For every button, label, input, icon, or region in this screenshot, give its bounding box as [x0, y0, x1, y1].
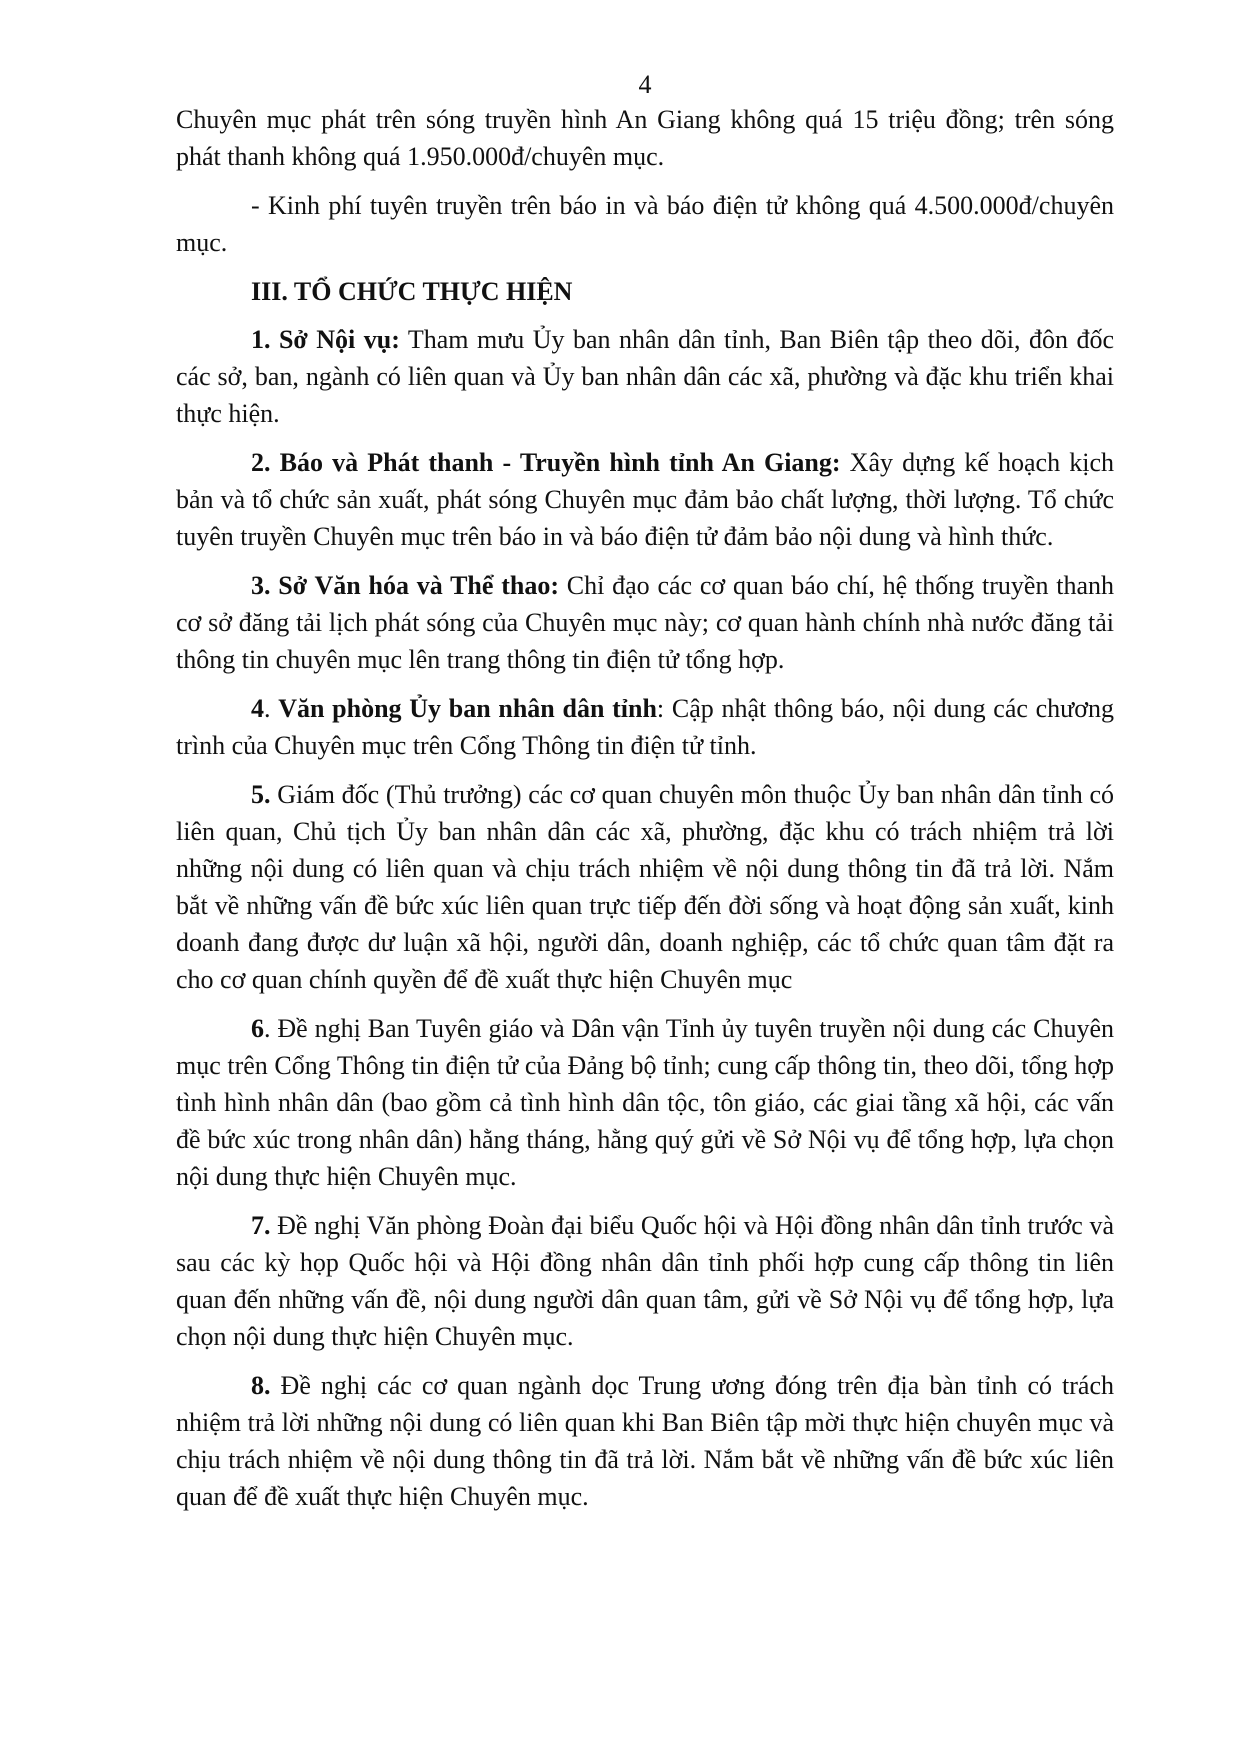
item-text: Đề nghị các cơ quan ngành dọc Trung ương đóng trên địa bàn tỉnh có trách nhiệm trả lời những nội dung có liên quan khi Ban Biên tập mời thực hiện chuyên mục và chịu trách nhiệm về nội dung thông tin đã trả lời. Nắm bắt về những vấn đề bức xúc liên quan để đề xuất thực hiện Chuyên mục. [176, 1371, 1114, 1511]
item-label: 5. [251, 780, 271, 809]
item-label: 2. Báo và Phát thanh - Truyền hình tỉnh An Giang: [251, 448, 841, 477]
section-heading: III. TỔ CHỨC THỰC HIỆN [251, 277, 573, 306]
item-label: 3. Sở Văn hóa và Thể thao: [251, 571, 559, 600]
list-item-7 [176, 1207, 1114, 1355]
list-item-5 [176, 776, 1114, 998]
list-item-3 [176, 567, 1114, 678]
item-label: 6 [251, 1014, 264, 1043]
paragraph-broadcast-budget: Chuyên mục phát trên sóng truyền hình An Giang không quá 15 triệu đồng; trên sóng phát thanh không quá 1.950.000đ/chuyên mục. [176, 105, 1114, 171]
item-text: Giám đốc (Thủ trưởng) các cơ quan chuyên môn thuộc Ủy ban nhân dân tỉnh có liên quan, Chủ tịch Ủy ban nhân dân các xã, phường, đặc khu có trách nhiệm trả lời những nội dung có liên quan và chịu trách nhiệm về nội dung thông tin đã trả lời. Nắm bắt về những vấn đề bức xúc liên quan trực tiếp đến đời sống và hoạt động sản xuất, kinh doanh đang được dư luận xã hội, người dân, doanh nghiệp, các tổ chức quan tâm đặt ra cho cơ quan chính quyền để đề xuất thực hiện Chuyên mục [176, 780, 1114, 994]
list-item-4 [176, 690, 1114, 764]
item-text: Xây dựng kế hoạch kịch bản và tổ chức sản xuất, phát sóng Chuyên mục đảm bảo chất lượng, thời lượng. Tổ chức tuyên truyền Chuyên mục trên báo in và báo điện tử đảm bảo nội dung và hình thức. [176, 448, 1114, 551]
item-text: Đề nghị Văn phòng Đoàn đại biểu Quốc hội và Hội đồng nhân dân tỉnh trước và sau các kỳ họp Quốc hội và Hội đồng nhân dân tỉnh phối hợp cung cấp thông tin liên quan đến những vấn đề, nội dung người dân quan tâm, gửi về Sở Nội vụ để tổng hợp, lựa chọn nội dung thực hiện Chuyên mục. [176, 1211, 1114, 1351]
list-item-8 [176, 1367, 1114, 1515]
document-page [176, 66, 1114, 1527]
item-label: 8. [251, 1371, 271, 1400]
item-text: Chỉ đạo các cơ quan báo chí, hệ thống truyền thanh cơ sở đăng tải lịch phát sóng của Chuyên mục này; cơ quan hành chính nhà nước đăng tải thông tin chuyên mục lên trang thông tin điện tử tổng hợp. [176, 571, 1114, 674]
list-item-1 [176, 321, 1114, 432]
item-label: 7. [251, 1211, 271, 1240]
item-label-title: Văn phòng Ủy ban nhân dân tỉnh [278, 694, 657, 723]
page-number: 4 [638, 70, 652, 99]
item-label-number: 4 [251, 694, 264, 723]
item-label: 1. Sở Nội vụ: [251, 325, 400, 354]
item-label-separator: . [264, 694, 279, 723]
list-item-6 [176, 1010, 1114, 1195]
list-item-2 [176, 444, 1114, 555]
item-text: . Đề nghị Ban Tuyên giáo và Dân vận Tỉnh ủy tuyên truyền nội dung các Chuyên mục trên Cổng Thông tin điện tử của Đảng bộ tỉnh; cung cấp thông tin, theo dõi, tổng hợp tình hình nhân dân (bao gồm cả tình hình dân tộc, tôn giáo, các giai tầng xã hội, các vấn đề bức xúc trong nhân dân) hằng tháng, hằng quý gửi về Sở Nội vụ để tổng hợp, lựa chọn nội dung thực hiện Chuyên mục. [176, 1014, 1114, 1191]
item-text: : Cập nhật thông báo, nội dung các chương trình của Chuyên mục trên Cổng Thông tin điện tử tỉnh. [176, 694, 1114, 760]
item-text: Tham mưu Ủy ban nhân dân tỉnh, Ban Biên tập theo dõi, đôn đốc các sở, ban, ngành có liên quan và Ủy ban nhân dân các xã, phường và đặc khu triển khai thực hiện. [176, 325, 1114, 428]
paragraph-print-budget: - Kinh phí tuyên truyền trên báo in và báo điện tử không quá 4.500.000đ/chuyên mục. [176, 191, 1114, 257]
